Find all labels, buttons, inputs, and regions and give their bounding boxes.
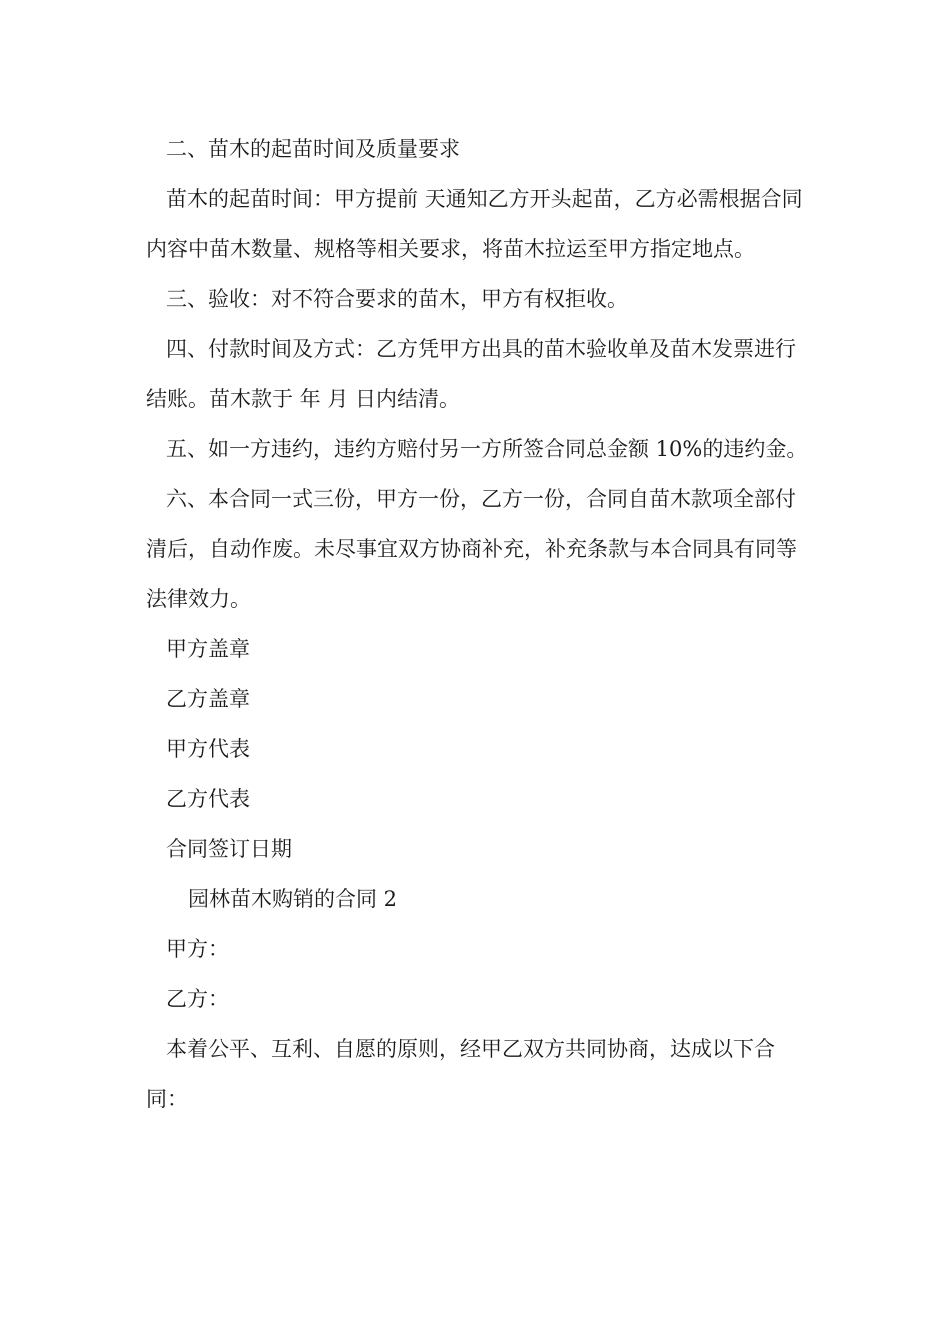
party-a-label: 甲方：: [166, 937, 229, 961]
section-3-acceptance: 三、验收：对不符合要求的苗木，甲方有权拒收。: [166, 287, 628, 311]
section-2-heading: 二、苗木的起苗时间及质量要求: [166, 137, 460, 161]
section-4-payment: 四、付款时间及方式：乙方凭甲方出具的苗木验收单及苗木发票进行结账。苗木款于 年 月 日内结清。: [146, 337, 796, 411]
section-6-copies: 六、本合同一式三份，甲方一份，乙方一份，合同自苗木款项全部付清后，自动作废。未尽事宜双方协商补充，补充条款与本合同具有同等法律效力。: [146, 487, 797, 611]
section-5-breach: 五、如一方违约，违约方赔付另一方所签合同总金额 10%的违约金。: [166, 437, 808, 461]
section-2-body: 苗木的起苗时间：甲方提前 天通知乙方开头起苗，乙方必需根据合同内容中苗木数量、规格等相关要求，将苗木拉运至甲方指定地点。: [146, 187, 803, 261]
party-a-seal: 甲方盖章: [166, 637, 250, 661]
party-a-representative: 甲方代表: [166, 737, 250, 761]
signing-date: 合同签订日期: [166, 837, 292, 861]
document-page: [146, 124, 810, 1124]
party-b-seal: 乙方盖章: [166, 687, 250, 711]
party-b-representative: 乙方代表: [166, 787, 250, 811]
contract-2-title: 园林苗木购销的合同 2: [188, 887, 398, 911]
contract-2-preamble: 本着公平、互利、自愿的原则，经甲乙双方共同协商，达成以下合同：: [146, 1037, 775, 1111]
party-b-label: 乙方：: [166, 987, 229, 1011]
